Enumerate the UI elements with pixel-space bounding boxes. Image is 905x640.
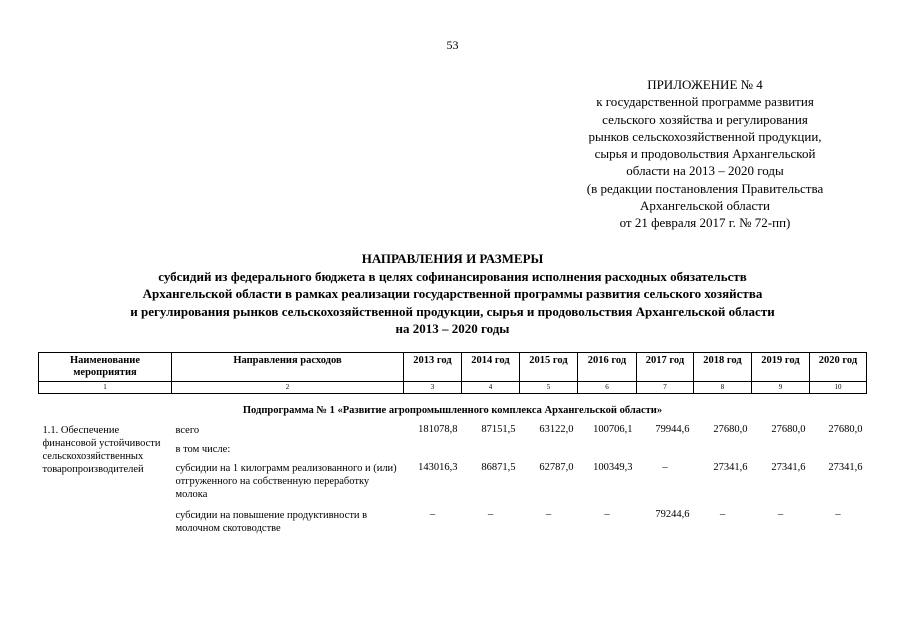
value-cell: 181078,8	[418, 424, 458, 435]
value-cell: 100349,3	[593, 462, 633, 473]
appendix-line: от 21 февраля 2017 г. № 72-пп)	[619, 215, 791, 231]
column-index: 5	[520, 382, 578, 394]
column-index: 1	[39, 382, 172, 394]
value-cell: 79944,6	[655, 424, 690, 435]
value-cell: –	[662, 462, 668, 473]
value-cell: 63122,0	[539, 424, 574, 435]
table-header-row	[39, 353, 867, 382]
direction-cell: всего	[175, 425, 200, 436]
appendix-line: к государственной программе развития	[596, 94, 814, 110]
value-cell	[637, 437, 694, 462]
title-line: Архангельской области в рамках реализации государственной программы развития сельского хозяйства	[142, 286, 763, 301]
column-index-row	[39, 382, 867, 394]
value-cell: 86871,5	[481, 462, 516, 473]
value-cell: –	[719, 509, 726, 520]
column-index: 2	[172, 382, 404, 394]
direction-cell: субсидии на повышение продуктивности в молочном скотоводстве	[175, 510, 368, 534]
value-cell: –	[545, 509, 552, 520]
column-index: 4	[462, 382, 520, 394]
value-cell: –	[835, 509, 841, 520]
value-cell	[810, 437, 867, 462]
column-header: 2015 год	[520, 353, 578, 382]
value-cell: 27341,6	[771, 462, 806, 473]
direction-cell: в том числе:	[175, 444, 231, 455]
page-number: 53	[446, 38, 459, 52]
value-cell	[520, 437, 578, 462]
value-cell	[578, 437, 637, 462]
column-header: 2013 год	[404, 353, 462, 382]
value-cell: 62787,0	[539, 462, 574, 473]
title-line: субсидий из федерального бюджета в целях софинансирования исполнения расходных обязательств	[158, 268, 747, 284]
table-row	[39, 509, 867, 535]
value-cell: 27680,0	[828, 424, 863, 435]
column-index: 9	[752, 382, 810, 394]
title-line: НАПРАВЛЕНИЯ И РАЗМЕРЫ	[361, 251, 544, 266]
value-cell: 27341,6	[713, 462, 748, 473]
table-row	[39, 424, 867, 437]
value-cell: 27680,0	[713, 424, 748, 435]
value-cell: 27680,0	[771, 424, 806, 435]
column-header: 2020 год	[810, 353, 867, 382]
direction-cell: субсидии на 1 килограмм реализованного и (или) отгруженного на собственную переработку молока	[175, 463, 397, 500]
value-cell: –	[487, 509, 494, 520]
column-index: 6	[578, 382, 637, 394]
subprogram-title: Подпрограмма № 1 «Развитие агропромышленного комплекса Архангельской области»	[242, 405, 663, 416]
column-index: 10	[810, 382, 867, 394]
column-index: 8	[694, 382, 752, 394]
appendix-line: области на 2013 – 2020 годы	[626, 163, 784, 179]
column-header: Направления расходов	[172, 353, 404, 382]
value-cell: –	[604, 509, 610, 520]
column-index: 7	[637, 382, 694, 394]
value-cell	[752, 437, 810, 462]
appendix-line: рынков сельскохозяйственной продукции,	[588, 128, 822, 144]
value-cell: 27341,6	[828, 462, 863, 473]
title-line: и регулирования рынков сельскохозяйственной продукции, сырья и продовольствия Архангельской области	[130, 303, 775, 319]
subprogram-row	[39, 394, 867, 425]
value-cell: 87151,5	[481, 424, 516, 435]
column-header: 2014 год	[462, 353, 520, 382]
measure-name-empty	[39, 509, 172, 535]
column-header: Наименование мероприятия	[39, 353, 172, 382]
column-header: 2018 год	[694, 353, 752, 382]
column-index: 3	[404, 382, 462, 394]
value-cell	[404, 437, 462, 462]
measure-name: 1.1. Обеспечение финансовой устойчивости сельскохозяйственных товаропроизводителей	[42, 425, 161, 475]
appendix-line: (в редакции постановления Правительства	[586, 180, 824, 196]
appendix-line: сельского хозяйства и регулирования	[602, 111, 808, 127]
value-cell	[694, 437, 752, 462]
value-cell: 143016,3	[418, 462, 458, 473]
value-cell	[462, 437, 520, 462]
title-line: на 2013 – 2020 годы	[395, 321, 510, 336]
appendix-line: Архангельской области	[640, 198, 770, 214]
column-header: 2019 год	[752, 353, 810, 382]
appendix-line: сырья и продовольствия Архангельской	[594, 146, 816, 162]
value-cell: 79244,6	[655, 509, 690, 520]
value-cell: –	[777, 509, 784, 520]
value-cell: –	[429, 509, 436, 520]
value-cell: 100706,1	[593, 424, 633, 435]
column-header: 2017 год	[637, 353, 694, 382]
appendix-line: ПРИЛОЖЕНИЕ № 4	[647, 77, 763, 92]
document-title	[40, 250, 865, 338]
column-header: 2016 год	[578, 353, 637, 382]
appendix-block	[555, 76, 855, 232]
subsidy-table	[38, 352, 867, 535]
